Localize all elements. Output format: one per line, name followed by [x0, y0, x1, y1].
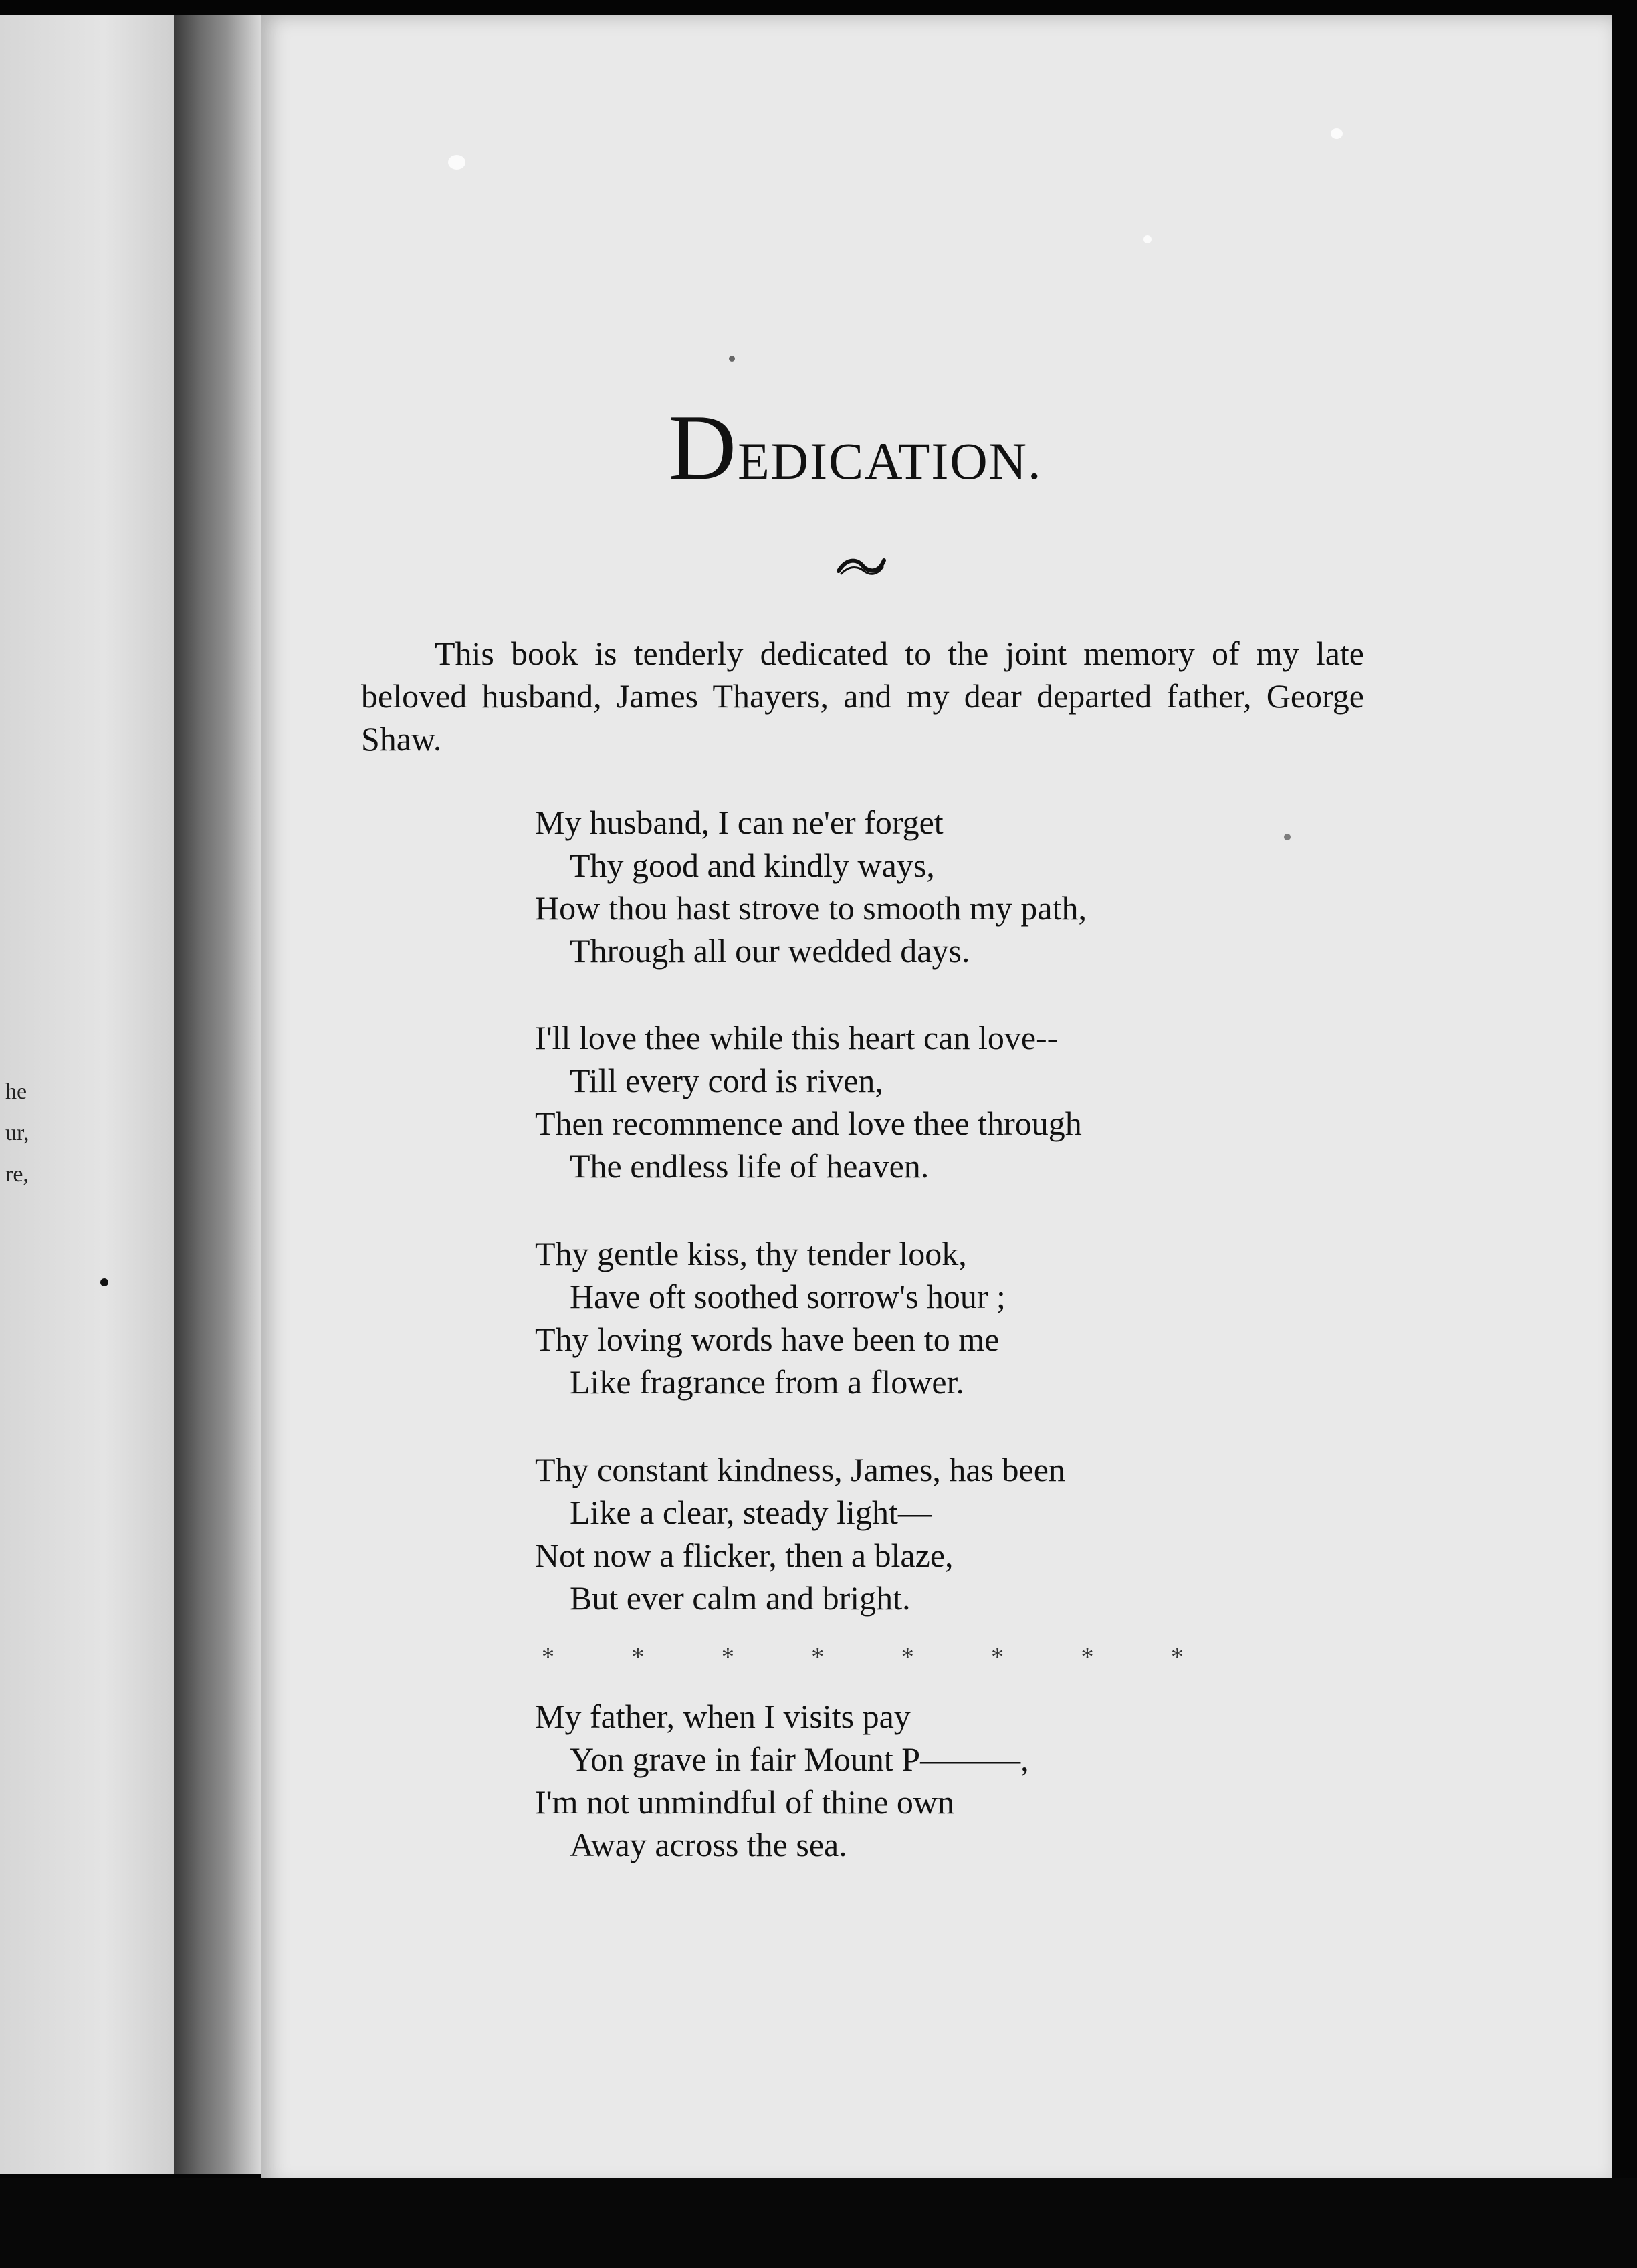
separator-asterisk: *: [811, 1643, 825, 1671]
poem-stanza-1: [535, 801, 1271, 972]
poem-line: Thy good and kindly ways,: [570, 846, 935, 884]
left-fragment-3: re,: [5, 1162, 29, 1187]
poem-line: Not now a flicker, then a blaze,: [535, 1537, 954, 1574]
poem-line: My father, when I visits pay: [535, 1698, 911, 1735]
poem-line: I'm not unmindful of thine own: [535, 1783, 955, 1821]
page-title: [669, 396, 1083, 508]
ink-speck: [1284, 834, 1291, 840]
poem-line: Thy gentle kiss, thy tender look,: [535, 1235, 967, 1272]
poem-line: My husband, I can ne'er forget: [535, 804, 944, 841]
title-rest: EDICATION.: [738, 432, 1043, 490]
poem-line: Thy loving words have been to me: [535, 1321, 1000, 1358]
ink-speck: [729, 356, 735, 362]
poem-line: Yon grave in fair Mount P———,: [570, 1740, 1029, 1778]
separator-asterisk: *: [1170, 1643, 1184, 1671]
dedication-paragraph: [361, 632, 1364, 760]
poem-stanza-3: [535, 1232, 1271, 1403]
poem-line: Then recommence and love thee through: [535, 1105, 1082, 1142]
poem-line: How thou hast strove to smooth my path,: [535, 889, 1087, 927]
paper-speck: [1331, 128, 1343, 139]
poem-line: But ever calm and bright.: [570, 1579, 911, 1617]
poem-line: Like fragrance from a flower.: [570, 1363, 964, 1401]
poem-line: Like a clear, steady light—: [570, 1494, 932, 1531]
separator-asterisk: *: [542, 1643, 554, 1671]
paper-speck: [448, 155, 465, 170]
ink-speck: [100, 1278, 108, 1286]
separator-asterisk: *: [901, 1643, 914, 1671]
book-gutter: [174, 15, 261, 2174]
separator-asterisk: *: [1081, 1643, 1094, 1671]
poem-line: I'll love thee while this heart can love--: [535, 1019, 1059, 1056]
poem-stanza-5: [535, 1695, 1271, 1866]
poem-line: Through all our wedded days.: [570, 932, 970, 970]
left-page: [0, 15, 174, 2174]
separator-asterisk: *: [631, 1643, 645, 1671]
separator-asterisk: *: [721, 1643, 734, 1671]
poem-line: Thy constant kindness, James, has been: [535, 1451, 1065, 1488]
tilde-ornament-icon: [835, 554, 888, 580]
separator-asterisk: *: [991, 1643, 1004, 1671]
poem-line: The endless life of heaven.: [570, 1147, 930, 1185]
left-fragment-2: ur,: [5, 1121, 29, 1145]
poem-stanza-2: [535, 1016, 1271, 1187]
poem-line: Till every cord is riven,: [570, 1062, 883, 1099]
title-initial-letter: D: [669, 396, 738, 499]
poem-line: Have oft soothed sorrow's hour ;: [570, 1278, 1006, 1315]
left-fragment-1: he: [5, 1079, 27, 1104]
section-separator: [542, 1642, 1184, 1676]
paper-speck: [1143, 235, 1152, 243]
scan-bottom-border: [0, 2178, 1637, 2268]
dedication-text: This book is tenderly dedicated to the joint memory of my late beloved husband, James Thayers, and my dear departed father, George Shaw.: [361, 635, 1364, 758]
poem-line: Away across the sea.: [570, 1826, 847, 1863]
poem-stanza-4: [535, 1448, 1271, 1619]
left-page-text-fragments: [5, 1071, 29, 1196]
